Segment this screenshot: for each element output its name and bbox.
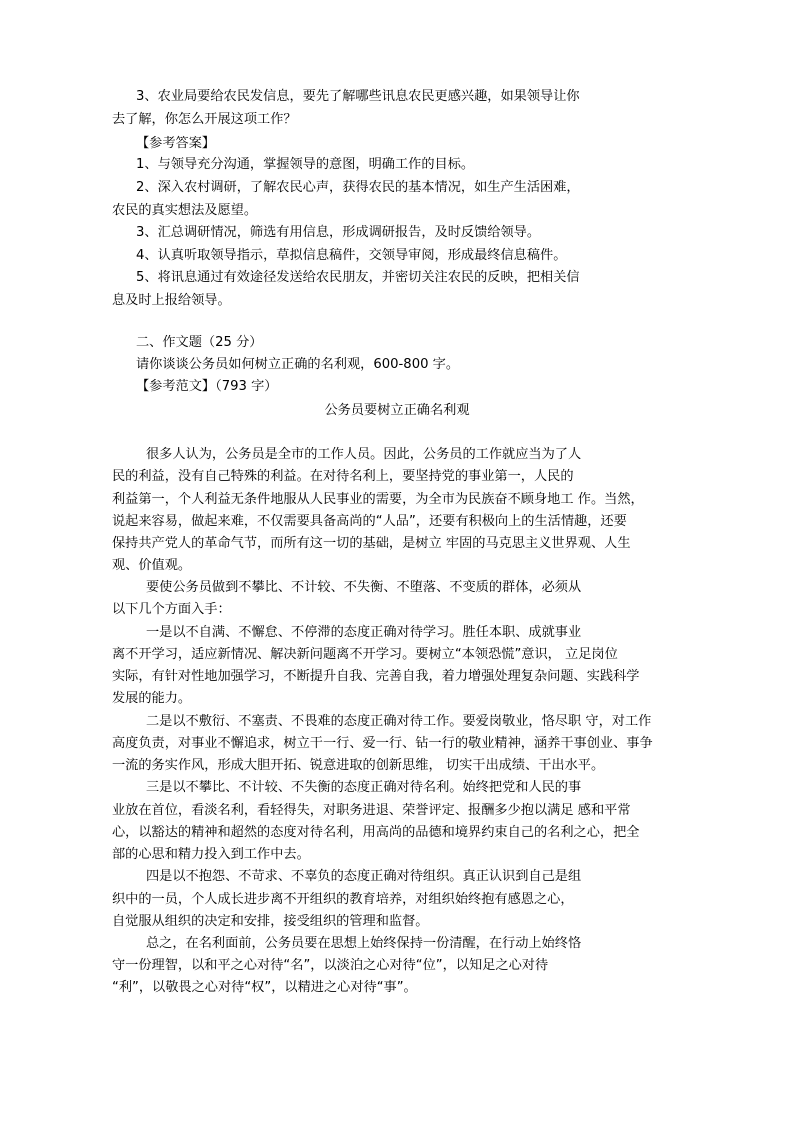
answer-item-1: 1、与领导充分沟通，掌握领导的意图，明确工作的目标。 (136, 157, 475, 172)
essay-line-21: 织中的一员，个人成长进步离不开组织的教育培养，对组织始终抱有感恩之心， (112, 892, 574, 907)
essay-prompt: 请你谈谈公务员如何树立正确的名利观，600-800 字。 (136, 357, 460, 372)
essay-line-12: 发展的能力。 (112, 691, 192, 706)
essay-line-15: 一流的务实作风，形成大胆开拓、锐意进取的创新思维， 切实干出成绩、干出水平。 (112, 758, 605, 773)
essay-line-11: 实际，有针对性地加强学习，不断提升自我、完善自我，着力增强处理复杂问题、实践科学 (112, 669, 640, 684)
essay-line-20: 四是以不抱怨、不苛求、不辜负的态度正确对待组织。真正认识到自己是组 (146, 869, 582, 884)
essay-line-13: 二是以不敷衍、不塞责、不畏难的态度正确对待工作。要爱岗敬业，恪尽职 守，对工作 (146, 714, 652, 729)
answer-item-2-cont: 农民的真实想法及愿望。 (112, 203, 258, 218)
essay-line-10: 离不开学习，适应新情况、解决新问题离不开学习。要树立“本领恐慌”意识， 立足岗位 (112, 647, 618, 662)
essay-line-4: 说起来容易，做起来难，不仅需要具备高尚的“人品”，还要有积极向上的生活情趣，还要 (112, 514, 627, 529)
answer-item-2: 2、深入农村调研，了解农民心声，获得农民的基本情况，如生产生活困难， (136, 180, 580, 195)
essay-line-14: 高度负责，对事业不懈追求，树立干一行、爱一行、钻一行的敬业精神，涵养干事创业、事争 (112, 736, 653, 751)
answer-item-3: 3、汇总调研情况，筛选有用信息，形成调研报告，及时反馈给领导。 (136, 225, 541, 240)
essay-line-7: 要使公务员做到不攀比、不计较、不失衡、不堕落、不变质的群体，必须从 (146, 580, 582, 595)
essay-line-25: “利”，以敬畏之心对待“权”，以精进之心对待“事”。 (112, 980, 417, 995)
answer-item-5-cont: 息及时上报给领导。 (112, 293, 231, 308)
question-3-line-2: 去了解，你怎么开展这项工作？ (112, 112, 297, 127)
essay-line-9: 一是以不自满、不懈怠、不停滞的态度正确对待学习。胜任本职、成就事业 (146, 625, 582, 640)
essay-line-2: 民的利益，没有自己特殊的利益。在对待名利上，要坚持党的事业第一，人民的 (112, 469, 574, 484)
sample-essay-label: 【参考范文】（793 字） (136, 379, 278, 394)
essay-line-22: 自觉服从组织的决定和安排，接受组织的管理和监督。 (112, 914, 429, 929)
essay-line-6: 观、价值观。 (112, 558, 192, 573)
answer-header: 【参考答案】 (136, 136, 216, 151)
essay-line-1: 很多人认为，公务员是全市的工作人员。因此，公务员的工作就应当为了人 (146, 447, 582, 462)
essay-line-18: 心，以豁达的精神和超然的态度对待名利，用高尚的品德和境界约束自己的名利之心，把全 (112, 825, 640, 840)
question-3-line-1: 3、农业局要给农民发信息，要先了解哪些讯息农民更感兴趣，如果领导让你 (136, 89, 580, 104)
essay-line-16: 三是以不攀比、不计较、不失衡的态度正确对待名利。始终把党和人民的事 (146, 780, 582, 795)
essay-line-3: 利益第一，个人利益无条件地服从人民事业的需要，为全市为民族奋不顾身地工 作。当然， (112, 492, 644, 507)
essay-line-8: 以下几个方面入手： (112, 602, 231, 617)
essay-line-24: 守一份理智，以和平之心对待“名”，以淡泊之心对待“位”，以知足之心对待 (112, 958, 549, 973)
essay-title: 公务员要树立正确名利观 (324, 403, 470, 418)
essay-line-17: 业放在首位，看淡名利，看轻得失，对职务进退、荣誉评定、报酬多少抱以满足 感和平常 (112, 803, 631, 818)
answer-item-5: 5、将讯息通过有效途径发送给农民朋友，并密切关注农民的反映，把相关信 (136, 270, 580, 285)
essay-line-19: 部的心思和精力投入到工作中去。 (112, 847, 310, 862)
essay-section-title: 二、作文题（25 分） (136, 335, 263, 350)
essay-line-5: 保持共产党人的革命气节，而所有这一切的基础，是树立 牢固的马克思主义世界观、人生 (112, 536, 631, 551)
answer-item-4: 4、认真听取领导指示，草拟信息稿件，交领导审阅，形成最终信息稿件。 (136, 248, 567, 263)
essay-line-23: 总之，在名利面前，公务员要在思想上始终保持一份清醒，在行动上始终恪 (146, 936, 582, 951)
